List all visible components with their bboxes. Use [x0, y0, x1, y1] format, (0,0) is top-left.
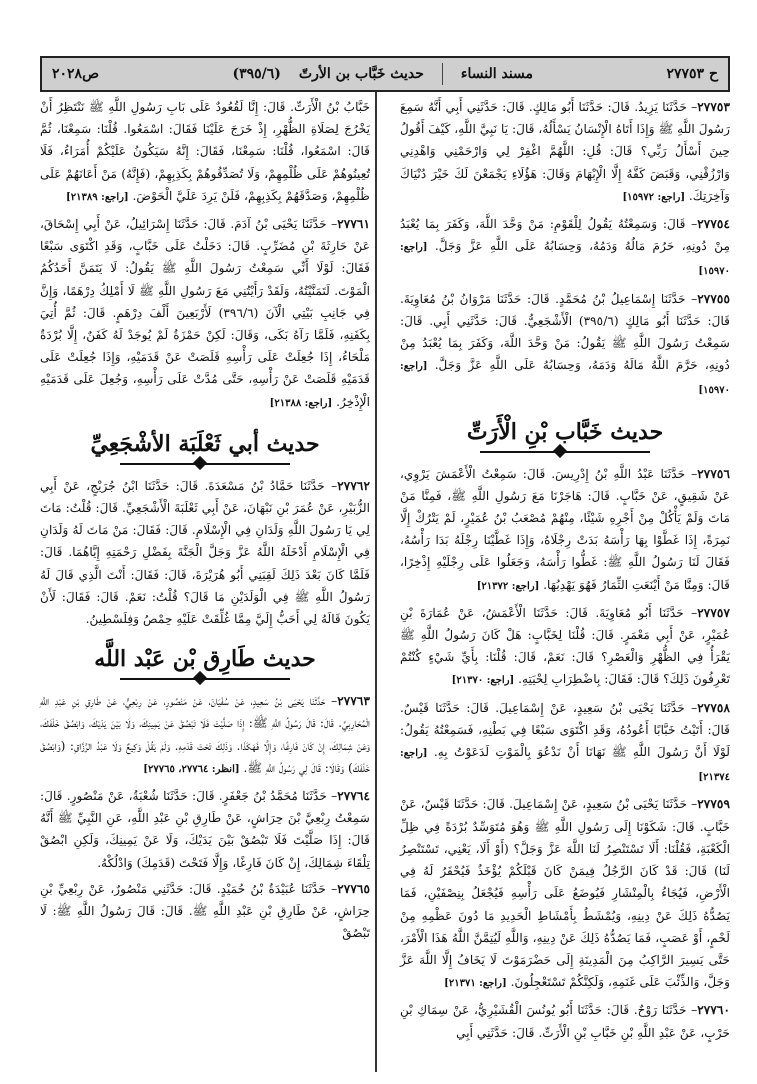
- page: [40, 56, 730, 1076]
- hadith-paragraph: [400, 288, 730, 403]
- hadith-text: – حَدَّثَنَا عُبَيْدَةُ بْنُ حُمَيْدٍ. قَالَ: حَدَّثَنِي مَنْصُورٌ، عَنْ رِبْعِيِّ بْنِ حِرَاشٍ، عَنْ طَارِقِ بْنِ عَبْدِ اللَّهِ ﷺ. قَالَ: قَالَ رَسُولُ اللَّهِ ﷺ: لَا تَبْصُقْ: [40, 881, 370, 941]
- cross-reference: [راجع: ٢١٣٨٨]: [269, 397, 333, 409]
- hadith-number: ٢٧٧٥٦: [697, 466, 730, 481]
- hadith-number: ٢٧٧٥٤: [697, 217, 730, 232]
- hadith-number: ٢٧٧٦٠: [697, 1003, 730, 1018]
- page-header: [40, 56, 730, 92]
- hadith-text: – حَدَّثَنَا مُحَمَّدُ بْنُ جَعْفَرٍ. قَالَ: حَدَّثَنَا شُعْبَةُ، عَنْ مَنْصُورٍ. قَالَ: سَمِعْتُ رِبْعِيَّ بْنَ حِرَاشٍ، عَنْ طَارِقِ بْنِ عَبْدِ اللَّهِ، عَنِ النَّبِيِّ ﷺ أَنَّهُ قَالَ: إِذَا صَلَّيْتَ فَلَا تَبْصُقْ بَيْنَ يَدَيْكَ، وَلَا عَنْ يَمِينِكَ، وَلَكِنِ ابْصُقْ تِلْقَاءَ شِمَالِكَ، إِنْ كَانَ فَارِغًا، وَإِلَّا فَتَحْتَ (قَدَمِكَ) وَادْلُكْهُ.: [40, 789, 370, 870]
- cross-reference: [راجع: ٢١٣٧٢]: [476, 580, 540, 592]
- cross-reference: [راجع: ١٥٩٧٢]: [622, 191, 686, 203]
- hadith-number: ٢٧٧٦٤: [337, 789, 370, 804]
- hadith-text: – حَدَّثَنَا عَبْدُ اللَّهِ بْنُ إِدْرِيسَ. قَالَ: سَمِعْتُ الْأَعْمَشَ يَرْوِي، عَنْ شَقِيقٍ، عَنْ خَبَّابٍ. قَالَ: هَاجَرْنَا مَعَ رَسُولِ اللَّهِ ﷺ، فَمِنَّا مَنْ مَاتَ وَلَمْ يَأْكُلْ مِنْ أَجْرِهِ شَيْئًا، مِنْهُمْ مُصْعَبُ بْنُ عُمَيْرٍ، لَمْ يَتْرُكْ إِلَّا نَمِرَةً، إِذَا غَطَّوْا بِهَا رَأْسَهُ بَدَتْ رِجْلَاهُ، وَإِذَا غَطَّيْنَا رِجْلَهُ بَدَا رَأْسُهُ، فَقَالَ لَنَا رَسُولُ اللَّهِ ﷺ: غَطُّوا رَأْسَهُ، وَجَعَلُوا عَلَى رِجْلَيْهِ إِذْخِرًا، قَالَ: وَمِنَّا مَنْ أَيْنَعَتِ الثِّمَارُ فَهُوَ يَهْدِبُهَا.: [400, 466, 730, 592]
- hadith-paragraph: [40, 96, 370, 209]
- hadith-number: ٢٧٧٥٥: [697, 291, 730, 306]
- chapter-title: حديث خَبَّاب بن الأرتّ: [298, 66, 424, 82]
- header-separator: [442, 63, 443, 85]
- hadith-paragraph: [400, 463, 730, 598]
- heading-ornament: [480, 451, 650, 453]
- hadith-paragraph: [40, 785, 370, 874]
- hadith-text: – حَدَّثَنَا يَزِيدُ. قَالَ: حَدَّثَنَا أَبُو مَالِكٍ. قَالَ: حَدَّثَنِي أَبِي أَنَّهُ سَمِعَ رَسُولَ اللَّهِ ﷺ وَإِذَا أَتَاهُ الْإِنْسَانُ يَسْأَلُهُ، قَالَ: يَا نَبِيَّ اللَّهِ، كَيْفَ أَقُولُ حِينَ أَسْأَلُ رَبِّي؟ قَالَ: قُلِ: اللَّهُمَّ اغْفِرْ لِي وَارْحَمْنِي وَاهْدِنِي وَارْزُقْنِي، وَقَبَضَ كَفَّهُ إِلَّا الْإِبْهَامَ وَقَالَ: هَؤُلَاءِ يَجْمَعْنَ لَكَ خَيْرَ دُنْيَاكَ وَآخِرَتِكَ.: [400, 100, 730, 203]
- cross-reference: [انظر: ٢٧٧٦٤، ٢٧٧٦٥]: [143, 763, 240, 775]
- hadith-number: ٢٧٧٦١: [337, 217, 370, 232]
- hadith-paragraph: [40, 878, 370, 945]
- right-column: [400, 96, 730, 1048]
- hadith-text: – حَدَّثَنَا يَحْيَى بْنُ سَعِيدٍ، عَنْ سُفْيَانَ، عَنْ مَنْصُورٍ، عَنْ رِبْعِيٍّ، عَنْ طَارِقِ بْنِ عَبْدِ اللَّهِ الْمُحَارِبِيِّ. قَالَ: قَالَ رَسُولُ اللَّهِ ﷺ: إِذَا صَلَّيْتَ فَلَا تَبْصُقْ عَنْ يَمِينِكَ، وَلَا بَيْنَ يَدَيْكَ، وَابْصُقْ خَلْفَكَ، وَعَنْ شِمَالِكَ، إِنْ كَانَ فَارِغًا، وَإِلَّا فَهَكَذَا. وَذَلِكَ تَحْتَ قَدَمِهِ. وَلَمْ يَقُلْ وَكِيعٌ وَلَا عَبْدُ الرَّزَّاقِ: (وَابْصُقْ خَلْفَكَ) وَقَالَا: قَالَ لِي رَسُولُ اللَّهِ ﷺ.: [40, 694, 370, 775]
- cross-reference: [راجع: ١٥٩٧٠]: [400, 242, 730, 278]
- hadith-paragraph: [400, 999, 730, 1043]
- cross-reference: [راجع: ١٥٩٧٠]: [400, 361, 730, 397]
- page-number: ص٢٠٢٨: [52, 66, 100, 82]
- hadith-paragraph: [400, 602, 730, 693]
- hadith-text: خَبَّابُ بْنُ الْأَرَتِّ. قَالَ: إِنَّا لَقُعُودٌ عَلَى بَابِ رَسُولِ اللَّهِ ﷺ نَنْتَظِرُ أَنْ يَخْرُجَ لِصَلَاةِ الظُّهْرِ، إِذْ خَرَجَ عَلَيْنَا فَقَالَ: اسْمَعُوا. قُلْنَا: سَمِعْنَا، ثُمَّ قَالَ: اسْمَعُوا، قُلْنَا: سَمِعْنَا، فَقَالَ: إِنَّهُ سَيَكُونُ عَلَيْكُمْ أُمَرَاءُ، فَلَا تُعِينُوهُمْ عَلَى ظُلْمِهِمْ، وَلَا تُصَدِّقُوهُمْ بِكَذِبِهِمْ، (فَإِنَّهُ) مَنْ أَعَانَهُمْ عَلَى ظُلْمِهِمْ، وَصَدَّقَهُمْ بِكَذِبِهِمْ، فَلَنْ يَرِدَ عَلَيَّ الْحَوْضَ.: [40, 100, 370, 203]
- left-column: [40, 96, 370, 949]
- hadith-text: – حَدَّثَنَا أَبُو مُعَاوِيَةَ. قَالَ: حَدَّثَنَا الْأَعْمَشُ، عَنْ عُمَارَةَ بْنِ عُمَيْرٍ، عَنْ أَبِي مَعْمَرٍ. قَالَ: قُلْنَا لِخَبَّابٍ: هَلْ كَانَ رَسُولُ اللَّهِ ﷺ يَقْرَأُ فِي الظُّهْرِ وَالْعَصْرِ؟ قَالَ: نَعَمْ، قَالَ: قُلْنَا: بِأَيِّ شَيْءٍ كُنْتُمْ تَعْرِفُونَ ذَلِكَ؟ قَالَ: فَقَالَ: بِاضْطِرَابِ لِحْيَتِهِ.: [400, 605, 730, 687]
- hadith-text: – حَدَّثَنَا يَحْيَى بْنُ آدَمَ. قَالَ: حَدَّثَنَا إِسْرَائِيلُ، عَنْ أَبِي إِسْحَاقَ، عَنْ حَارِثَةَ بْنِ مُضَرِّبٍ. قَالَ: دَخَلْتُ عَلَى خَبَّابٍ، وَقَدِ اكْتَوَى سَبْعًا فَقَالَ: لَوْلَا أَنِّي سَمِعْتُ رَسُولَ اللَّهِ ﷺ يَقُولُ: لَا يَتَمَنَّ أَحَدُكُمُ الْمَوْتَ. لَتَمَنَّيْتُهُ، وَلَقَدْ رَأَيْتُنِي مَعَ رَسُولِ اللَّهِ ﷺ لَا أَمْلِكُ دِرْهَمًا، وَإِنَّ فِي جَانِبِ بَيْتِي الْآنَ (٣٩٦/٦) لَأَرْبَعِينَ أَلْفَ دِرْهَمٍ. قَالَ: ثُمَّ أُتِيَ بِكَفَنِهِ، فَلَمَّا رَآهُ بَكَى، وَقَالَ: لَكِنْ حَمْزَةُ لَمْ يُوجَدْ لَهُ كَفَنٌ، إِلَّا بُرْدَةٌ مَلْحَاءُ، إِذَا جُعِلَتْ عَلَى رَأْسِهِ قَلَصَتْ عَنْ قَدَمَيْهِ، وَإِذَا جُعِلَتْ عَلَى قَدَمَيْهِ قَلَصَتْ عَنْ رَأْسِهِ، حَتَّى مُدَّتْ عَلَى رَأْسِهِ، وَجُعِلَ عَلَى قَدَمَيْهِ الْإِذْخِرُ.: [40, 217, 370, 409]
- hadith-number: ٢٧٧٦٣: [337, 694, 370, 709]
- hadith-number: ٢٧٧٥٨: [697, 700, 730, 715]
- hadith-text: – حَدَّثَنَا رَوْحٌ. قَالَ: حَدَّثَنَا أَبُو يُونُسَ الْقُشَيْرِيُّ، عَنْ سِمَاكِ بْنِ حَرْبٍ، عَنْ عَبْدِ اللَّهِ بْنِ خَبَّابِ بْنِ الْأَرَتِّ. قَالَ: حَدَّثَنِي أَبِي: [400, 1003, 730, 1040]
- cross-reference: [راجع: ٢١٣٧١]: [444, 978, 507, 990]
- hadith-number: ح ٢٧٧٥٣: [666, 66, 718, 82]
- hadith-paragraph: [400, 793, 730, 995]
- hadith-paragraph: [40, 690, 370, 781]
- hadith-paragraph: [400, 697, 730, 790]
- musnad-title: مسند النساء: [460, 66, 534, 82]
- hadith-number: ٢٧٧٥٩: [697, 797, 730, 812]
- volume-page: (٣٩٥/٦): [232, 66, 281, 82]
- heading-ornament: [120, 463, 290, 465]
- hadith-text: – حَدَّثَنَا حَمَّادُ بْنُ مَسْعَدَةَ. قَالَ: حَدَّثَنَا ابْنُ جُرَيْجٍ، عَنْ أَبِي الزُّبَيْرِ، عَنْ عُمَرَ بْنِ نَبْهَانَ، عَنْ أَبِي ثَعْلَبَةَ الْأَشْجَعِيِّ. قَالَ: قُلْتُ: مَاتَ لِي يَا رَسُولَ اللَّهِ وَلَدَانِ فِي الْإِسْلَامِ. قَالَ: فَقَالَ: مَنْ مَاتَ لَهُ وَلَدَانِ فِي الْإِسْلَامِ أَدْخَلَهُ اللَّهُ عَزَّ وَجَلَّ الْجَنَّةَ بِفَضْلِ رَحْمَتِهِ إِيَّاهُمَا. قَالَ: فَلَمَّا كَانَ بَعْدَ ذَلِكَ لَقِيَنِي أَبُو هُرَيْرَةَ، قَالَ: فَقَالَ: أَنْتَ الَّذِي قَالَ لَهُ رَسُولُ اللَّهِ ﷺ فِي الْوَلَدَيْنِ مَا قَالَ؟ قُلْتُ: نَعَمْ. قَالَ: فَقَالَ: لَأَنْ يَكُونَ قَالَهُ لِي أَحَبُّ إِلَيَّ مِمَّا غُلِّقَتْ عَلَيْهِ حِمْصُ وَفِلَسْطِينُ.: [40, 478, 370, 627]
- hadith-paragraph: [40, 213, 370, 415]
- hadith-text: – حَدَّثَنَا إِسْمَاعِيلُ بْنُ مُحَمَّدٍ. قَالَ: حَدَّثَنَا مَرْوَانُ بْنُ مُعَاوِيَةَ. قَالَ: حَدَّثَنَا أَبُو مَالِكٍ (٣٩٥/٦) الْأَشْجَعِيُّ. قَالَ: حَدَّثَنِي أَبِي. قَالَ: سَمِعْتُ رَسُولَ اللَّهِ ﷺ يَقُولُ: مَنْ وَحَّدَ اللَّهَ، وَكَفَرَ بِمَا يُعْبَدُ مِنْ دُونِهِ، حَرَّمَ اللَّهُ مَالَهُ وَدَمَهُ، وَحِسَابُهُ عَلَى اللَّهِ عَزَّ وَجَلَّ.: [400, 291, 730, 373]
- hadith-text: – حَدَّثَنَا يَحْيَى بْنُ سَعِيدٍ، عَنْ إِسْمَاعِيلَ. قَالَ: حَدَّثَنَا قَيْسٌ، عَنْ خَبَّابٍ. قَالَ: شَكَوْنَا إِلَى رَسُولِ اللَّهِ ﷺ وَهُوَ مُتَوَسِّدٌ بُرْدَةً فِي ظِلِّ الْكَعْبَةِ، فَقُلْنَا: أَلَا تَسْتَنْصِرُ لَنَا اللَّهَ عَزَّ وَجَلَّ؟ (أَوْ أَلَا، يَعْنِي، تَسْتَنْصِرُ لَنَا) قَالَ: قَدْ كَانَ الرَّجُلُ فِيمَنْ كَانَ قَبْلَكُمْ يُؤْخَذُ فَيُحْفَرُ لَهُ فِي الْأَرْضِ، فَيُجَاءُ بِالْمِنْشَارِ فَيُوضَعُ عَلَى رَأْسِهِ فَيُجْعَلُ بِنِصْفَيْنِ، فَمَا يَصُدُّهُ ذَلِكَ عَنْ دِينِهِ، وَيُمْشَطُ بِأَمْشَاطِ الْحَدِيدِ مَا دُونَ عَظْمِهِ مِنْ لَحْمٍ، أَوْ عَصَبٍ، فَمَا يَصُدُّهُ ذَلِكَ عَنْ دِينِهِ، وَاللَّهِ لَيُتِمَّنَّ اللَّهُ هَذَا الْأَمْرَ، حَتَّى يَسِيرَ الرَّاكِبُ مِنَ الْمَدِينَةِ إِلَى حَضْرَمَوْتَ لَا يَخَافُ إِلَّا اللَّهَ عَزَّ وَجَلَّ، وَالذِّئْبَ عَلَى غَنَمِهِ، وَلَكِنَّكُمْ تَسْتَعْجِلُونَ.: [400, 797, 730, 990]
- header-center: [232, 63, 533, 85]
- hadith-number: ٢٧٧٦٢: [337, 478, 370, 493]
- column-divider: [375, 92, 377, 1072]
- hadith-number: ٢٧٧٦٥: [337, 881, 370, 896]
- hadith-text: – حَدَّثَنَا يَحْيَى بْنُ سَعِيدٍ، عَنْ إِسْمَاعِيلَ. قَالَ: حَدَّثَنَا قَيْسٌ. قَالَ: أَتَيْتُ خَبَّابًا أَعُودُهُ، وَقَدِ اكْتَوَى سَبْعًا فِي بَطْنِهِ، فَسَمِعْتُهُ يَقُولُ: لَوْلَا أَنَّ رَسُولَ اللَّهِ ﷺ نَهَانَا أَنْ نَدْعُوَ بِالْمَوْتِ لَدَعَوْتُ بِهِ.: [400, 700, 730, 760]
- hadith-paragraph: [40, 475, 370, 630]
- hadith-paragraph: [400, 213, 730, 284]
- cross-reference: [راجع: ٢١٣٨٩]: [66, 191, 129, 203]
- hadith-number: ٢٧٧٥٣: [697, 100, 730, 114]
- cross-reference: [راجع: ٢١٣٧٤]: [400, 748, 730, 784]
- section-heading: حديث خَبَّاب بْنِ الْأَرَتِّ: [466, 418, 664, 445]
- heading-ornament: [120, 678, 290, 680]
- hadith-text: – قَالَ: وَسَمِعْتُهُ يَقُولُ لِلْقَوْمِ: مَنْ وَحَّدَ اللَّهَ، وَكَفَرَ بِمَا يُعْبَدُ مِنْ دُونِهِ، حَرُمَ مَالُهُ وَدَمُهُ، وَحِسَابُهُ عَلَى اللَّهِ عَزَّ وَجَلَّ.: [400, 217, 730, 254]
- section-heading: حديث أبي ثَعْلَبَة الأشْجَعِيِّ: [90, 430, 320, 457]
- cross-reference: [راجع: ٢١٣٧٠]: [451, 675, 515, 687]
- section-heading: حديث طَارِق بْن عَبْد اللَّه: [94, 646, 316, 673]
- hadith-number: ٢٧٧٥٧: [697, 605, 730, 620]
- hadith-paragraph: [400, 96, 730, 209]
